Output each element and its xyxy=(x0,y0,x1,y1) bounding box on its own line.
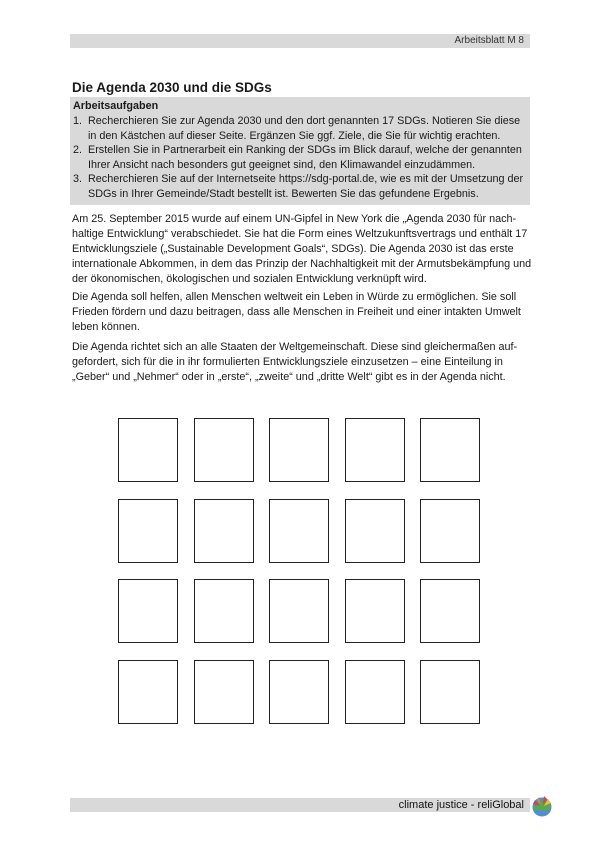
answer-box xyxy=(194,660,254,724)
intro-paragraph: Am 25. September 2015 wurde auf einem UN-Gipfel in New York die „Agenda 2030 für nachhaltige Entwicklung“ verabschiedet. Sie hat die Form eines Weltzukunftsvertrags und enthält 17 Entwicklungsziele („Sustainable Development Goals“, SDGs). Die Agenda 2030 ist das erste internationale Abkommen, in dem das Prinzip der Nachhaltigkeit mit der Armutsbekämpfung und der ökonomischen, ökologischen und sozialen Entwicklung verknüpft wird. xyxy=(72,213,532,286)
task-heading: Arbeitsaufgaben xyxy=(73,100,159,112)
answer-box xyxy=(345,579,405,643)
states-paragraph: Die Agenda richtet sich an alle Staaten der Weltgemeinschaft. Diese sind gleichermaßen aufgefordert, sich für die in ihr formulierten Entwicklungsziele einzusetzen – eine Einteilung in „Geber“ und „Nehmer“ oder in „erste“, „zweite“ und „dritte Welt“ gibt es in der Agenda nicht. xyxy=(72,341,518,384)
answer-box xyxy=(269,418,329,482)
task-list xyxy=(73,114,527,202)
footer-label: climate justice - reliGlobal xyxy=(398,799,524,811)
answer-box xyxy=(118,418,178,482)
answer-box xyxy=(194,579,254,643)
answer-box xyxy=(420,418,480,482)
task-text: Recherchieren Sie zur Agenda 2030 und den dort genannten 17 SDGs. Notieren Sie diese in den Kästchen auf dieser Seite. Ergänzen Sie ggf. Ziele, die Sie für wichtig erachten. xyxy=(88,115,521,142)
task-box xyxy=(70,97,530,205)
task-text: Recherchieren Sie auf der Internetseite https://sdg-portal.de, wie es mit der Umsetzung der SDGs in Ihrer Gemeinde/Stadt bestellt ist. Bewerten Sie das gefundene Ergebnis. xyxy=(88,173,524,200)
answer-box xyxy=(420,660,480,724)
task-number: 3. xyxy=(73,173,83,186)
answer-box xyxy=(269,579,329,643)
answer-box xyxy=(269,660,329,724)
answer-box xyxy=(345,499,405,563)
worksheet-label: Arbeitsblatt M 8 xyxy=(454,35,524,46)
task-item xyxy=(73,114,527,143)
header-bar xyxy=(70,34,530,48)
answer-box xyxy=(269,499,329,563)
page-title: Die Agenda 2030 und die SDGs xyxy=(72,80,272,95)
task-number: 2. xyxy=(73,144,83,157)
answer-box xyxy=(345,418,405,482)
answer-box xyxy=(194,499,254,563)
answer-box xyxy=(345,660,405,724)
answer-box xyxy=(118,579,178,643)
answer-box xyxy=(118,499,178,563)
answer-box xyxy=(420,499,480,563)
answer-box xyxy=(194,418,254,482)
footer-bar xyxy=(70,798,530,812)
goals-paragraph: Die Agenda soll helfen, allen Menschen weltweit ein Leben in Würde zu ermöglichen. Sie soll Frieden fördern und dazu beitragen, dass alle Menschen in Freiheit und einer intakten Umwelt leben können. xyxy=(72,291,521,334)
task-item xyxy=(73,143,527,172)
task-text: Erstellen Sie in Partnerarbeit ein Ranking der SDGs im Blick darauf, welche der genannten Ihrer Ansicht nach besonders gut geeignet sind, den Klimawandel einzudämmen. xyxy=(88,144,522,171)
answer-box xyxy=(118,660,178,724)
task-number: 1. xyxy=(73,115,83,127)
religlobal-logo-icon xyxy=(531,795,553,817)
task-item xyxy=(73,172,527,201)
answer-box xyxy=(420,579,480,643)
